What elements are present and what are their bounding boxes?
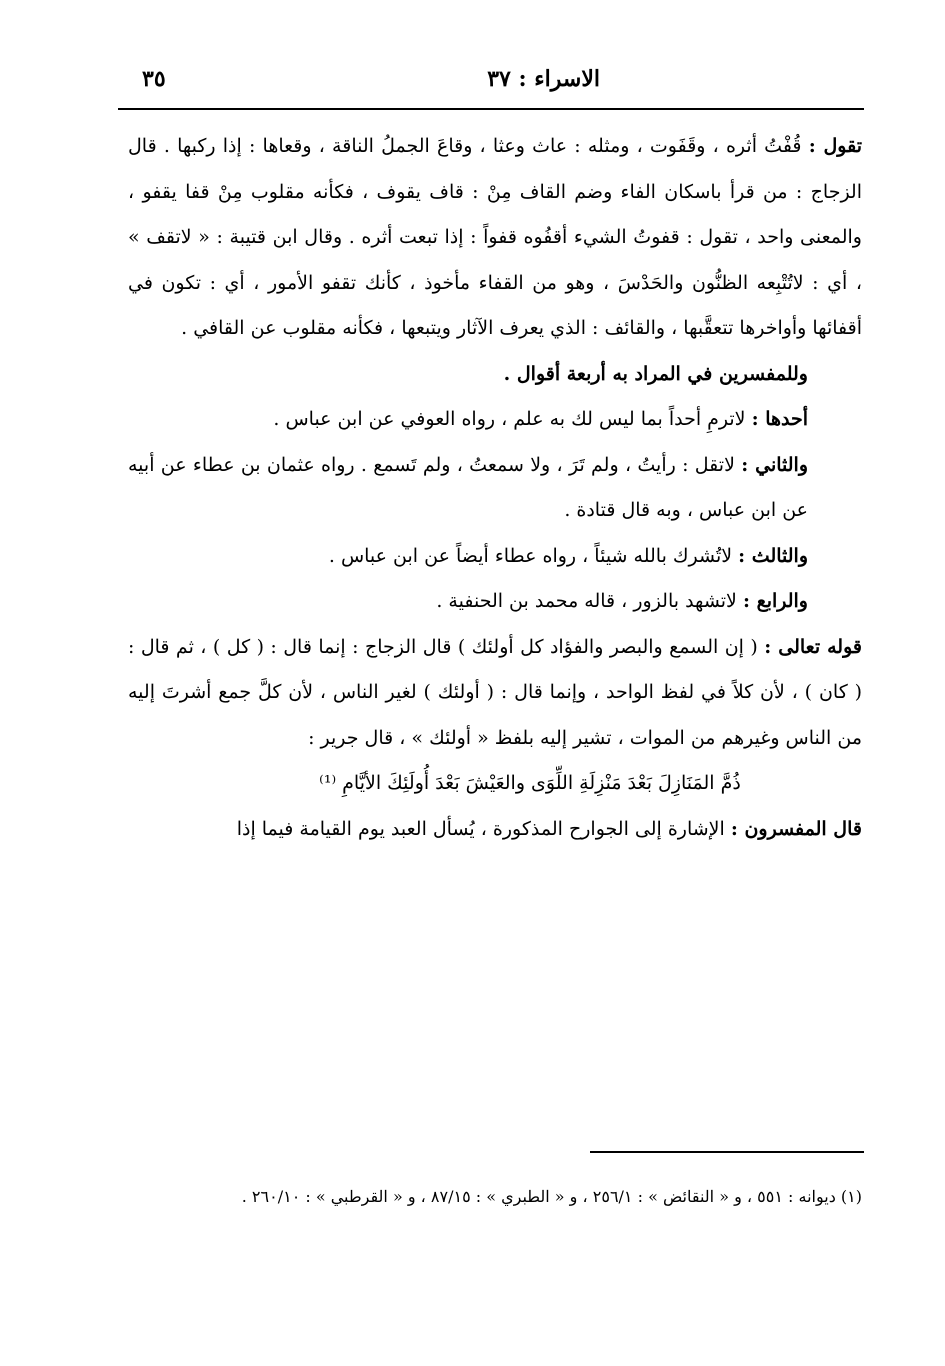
paragraph-text: لاتقل : رأيتُ ، ولم تَرَ ، ولا سمعتُ ، ولم تَسمع . رواه عثمان بن عطاء عن أبيه عن ابن عباس ، وبه قال قتادة . <box>128 453 808 521</box>
paragraph-text: الإشارة إلى الجوارح المذكورة ، يُسأل العبد يوم القيامة فيما إذا <box>236 817 725 840</box>
paragraph <box>128 443 862 534</box>
paragraph-text: لاترمِ أحداً بما ليس لك به علم ، رواه العوفي عن ابن عباس . <box>273 408 746 430</box>
paragraph-text: ( إن السمع والبصر والفؤاد كل أولئك ) قال الزجاج : إنما قال : ( كل ) ، ثم قال : ( كان ) ، لأن كلاً في لفظ الواحد ، وإنما قال : ( أولئك ) لغير الناس ، لأن كلَّ جمع أشرتَ إليه من الناس وغيرهم من الموات ، تشير إليه بلفظ « أولئك » ، قال جرير : <box>128 635 862 749</box>
paragraph <box>128 625 862 762</box>
paragraph-lead: تقول : <box>808 135 862 157</box>
page-number: ٣٥ <box>142 66 166 92</box>
paragraph-text: لاتُشرك بالله شيئاً ، رواه عطاء أيضاً عن ابن عباس . <box>328 544 733 567</box>
header-rule <box>118 108 864 110</box>
paragraph-lead: وللمفسرين في المراد به أربعة أقوال . <box>503 362 808 385</box>
paragraph <box>128 352 862 398</box>
paragraph-lead: قال المفسرون : <box>730 817 862 840</box>
paragraph <box>128 579 862 625</box>
paragraph <box>128 124 862 352</box>
paragraph-lead: والثالث : <box>738 544 808 567</box>
paragraph-lead: والرابع : <box>742 590 808 612</box>
running-title: الاسراء : ٣٧ <box>487 66 600 92</box>
poetry-verse <box>128 761 862 807</box>
paragraph-lead: أحدها : <box>751 408 808 430</box>
paragraph <box>128 534 862 580</box>
verse-text: ذُمَّ المَنَازِلَ بَعْدَ مَنْزِلَةِ اللِّوَى والعَيْشَ بَعْدَ أُولَئِكَ الأيَّامِ ⁽¹⁾ <box>319 772 741 794</box>
page-header <box>118 66 862 102</box>
body-text <box>128 124 862 852</box>
paragraph <box>128 807 862 853</box>
paragraph-text: لاتشهد بالزور ، قاله محمد بن الحنفية . <box>436 590 737 612</box>
paragraph-lead: قوله تعالى : <box>764 635 862 658</box>
paragraph-lead: والثاني : <box>741 453 808 476</box>
paragraph-text: قُفْتُ أثره ، وقَفَوت ، ومثله : عاث وعثا ، وقاعَ الجملُ الناقة ، وقعاها : إذا ركبها . قال الزجاج : من قرأ باسكان الفاء وضم القاف مِنْ : قاف يقوف ، فكأنه مقلوب مِنْ قفا يقفو ، والمعنى واحد ، تقول : قفوتُ الشيء أقفُوه قفواً : إذا تبعت أثره . وقال ابن قتيبة : « لاتقف » ، أي : لاتُتْبِعه الظنُّون والحَدْسَ ، وهو من القفاء مأخوذ ، كأنك تقفو الأمور ، أي : تكون في أقفائها وأواخرها تتعقَّبها ، والقائف : الذي يعرف الآثار ويتبعها ، فكأنه مقلوب عن القافي . <box>128 135 862 339</box>
footnote: (١) ديوانه : ٥٥١ ، و « النقائض » : ٢٥٦/١ ، و « الطبري » : ٨٧/١٥ ، و « القرطبي » : ٢٦٠/١٠ . <box>241 1187 862 1206</box>
footnotes <box>128 1178 862 1215</box>
footnote-rule <box>590 1151 864 1153</box>
paragraph <box>128 397 862 443</box>
